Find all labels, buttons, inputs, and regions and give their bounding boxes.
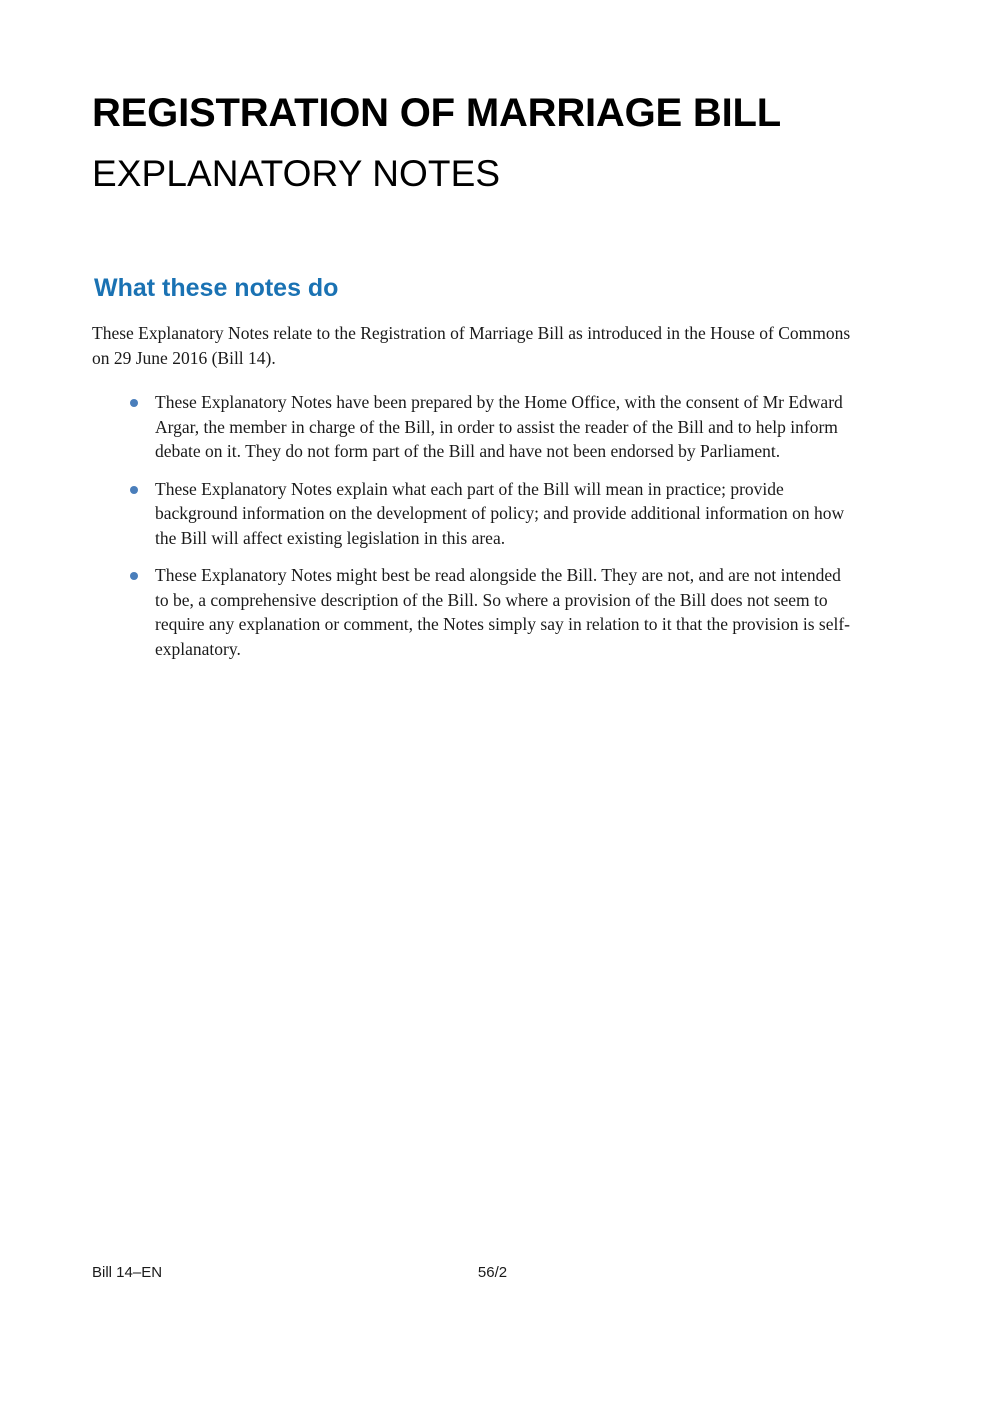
list-item	[92, 563, 857, 661]
list-item	[92, 390, 857, 464]
list-item-text: These Explanatory Notes explain what each part of the Bill will mean in practice; provide background information on the development of policy; and provide additional information on how the Bill will affect existing legislation in this area.	[155, 478, 845, 548]
list-item-text: These Explanatory Notes might best be read alongside the Bill. They are not, and are not intended to be, a comprehensive description of the Bill. So where a provision of the Bill does not seem to require any explanation or comment, the Notes simply say in relation to it that the provision is self-explanatory.	[155, 565, 850, 659]
notes-bullet-list	[92, 390, 857, 661]
bullet-dot-icon	[130, 486, 138, 494]
page-subtitle: EXPLANATORY NOTES	[92, 153, 501, 194]
list-item	[92, 477, 857, 551]
page-title: REGISTRATION OF MARRIAGE BILL	[92, 91, 781, 135]
list-item-text: These Explanatory Notes have been prepared by the Home Office, with the consent of Mr Edward Argar, the member in charge of the Bill, in order to assist the reader of the Bill and to help inform debate on it. They do not form part of the Bill and have not been endorsed by Parliament.	[155, 392, 843, 461]
bullet-dot-icon	[130, 399, 138, 407]
document-content	[92, 88, 857, 661]
footer-page-number: 56/2	[477, 1264, 508, 1281]
footer-bill-reference: Bill 14–EN	[92, 1264, 163, 1281]
page-footer	[92, 1262, 857, 1284]
intro-paragraph: These Explanatory Notes relate to the Registration of Marriage Bill as introduced in the House of Commons on 29 June 2016 (Bill 14).	[92, 323, 851, 368]
section-heading-what-these-notes-do: What these notes do	[94, 274, 339, 302]
bullet-dot-icon	[130, 572, 138, 580]
